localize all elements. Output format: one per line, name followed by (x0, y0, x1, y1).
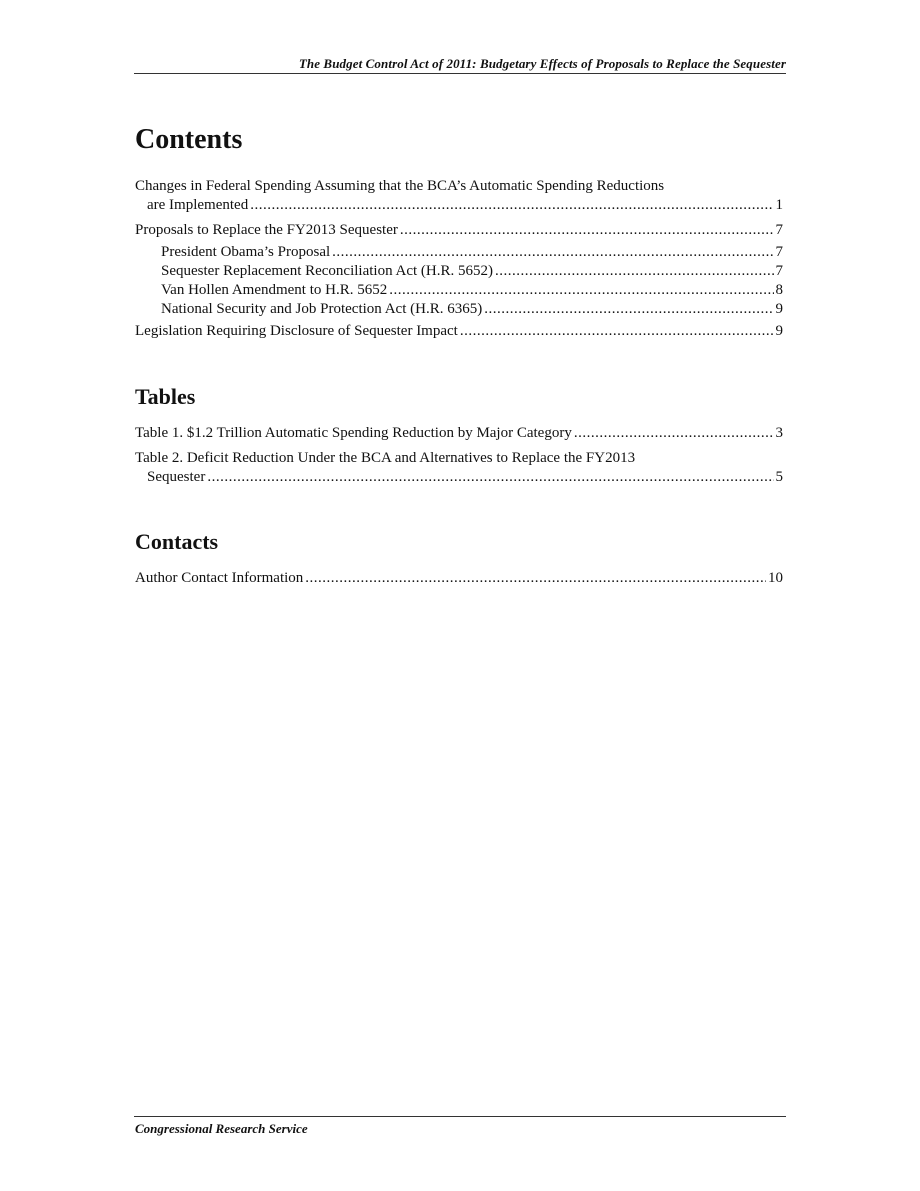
dot-leader (305, 569, 766, 588)
toc-entry-text: Table 1. $1.2 Trillion Automatic Spending Reduction by Major Category (135, 425, 572, 441)
toc-entry-van-hollen-amendment[interactable] (135, 281, 783, 300)
toc-entry-text: Author Contact Information (135, 570, 304, 586)
toc-entry-text: Van Hollen Amendment to H.R. 5652 (161, 282, 388, 298)
dot-leader (250, 196, 773, 215)
toc-entry-sequester-replacement-act[interactable] (135, 262, 783, 281)
toc-page-number: 3 (775, 425, 783, 441)
toc-entry-text: Table 2. Deficit Reduction Under the BCA and Alternatives to Replace the FY2013 (135, 450, 636, 466)
footer-rule (134, 1116, 786, 1117)
toc-entry-text-continued: are Implemented (147, 197, 249, 213)
header-rule (134, 73, 786, 74)
dot-leader (495, 262, 774, 281)
footer-publisher: Congressional Research Service (135, 1121, 308, 1136)
toc-entry-proposals-to-replace[interactable] (135, 221, 783, 240)
dot-leader (460, 322, 774, 341)
toc-entry-changes-in-federal-spending[interactable] (135, 177, 783, 215)
toc-entry-national-security-act[interactable] (135, 300, 783, 319)
toc-entry-legislation-disclosure[interactable] (135, 322, 783, 341)
dot-leader (389, 281, 773, 300)
toc-entry-text-continued: Sequester (147, 469, 206, 485)
dot-leader (400, 221, 774, 240)
toc-page-number: 8 (775, 282, 783, 298)
tables-heading: Tables (135, 384, 196, 409)
dot-leader (207, 468, 773, 487)
toc-entry-text: Sequester Replacement Reconciliation Act (H.R. 5652) (161, 263, 493, 279)
dot-leader (574, 424, 774, 443)
toc-entry-text: Legislation Requiring Disclosure of Sequester Impact (135, 323, 458, 339)
toc-page-number: 9 (775, 301, 783, 317)
toc-entry-text: President Obama’s Proposal (161, 244, 331, 260)
toc-entry-table-1[interactable] (135, 424, 783, 443)
toc-page-number: 7 (775, 222, 783, 238)
toc-entry-president-obama-proposal[interactable] (135, 243, 783, 262)
toc-entry-text: Changes in Federal Spending Assuming that the BCA’s Automatic Spending Reductions (135, 178, 665, 194)
contents-list (135, 177, 783, 341)
dot-leader (332, 243, 773, 262)
toc-entry-table-2[interactable] (135, 449, 783, 487)
toc-entry-text: National Security and Job Protection Act (H.R. 6365) (161, 301, 483, 317)
toc-entry-author-contact[interactable] (135, 569, 783, 588)
toc-page-number: 9 (775, 323, 783, 339)
toc-page-number: 5 (775, 469, 783, 485)
contacts-list (135, 569, 783, 588)
toc-page-number: 10 (768, 570, 783, 586)
tables-list (135, 424, 783, 487)
toc-page-number: 7 (775, 244, 783, 260)
toc-page-number: 7 (775, 263, 783, 279)
contents-heading: Contents (135, 124, 243, 155)
dot-leader (484, 300, 773, 319)
toc-entry-text: Proposals to Replace the FY2013 Sequester (135, 222, 398, 238)
running-header: The Budget Control Act of 2011: Budgetary Effects of Proposals to Replace the Sequester (298, 56, 786, 71)
contacts-heading: Contacts (135, 529, 219, 554)
toc-page-number: 1 (775, 197, 783, 213)
